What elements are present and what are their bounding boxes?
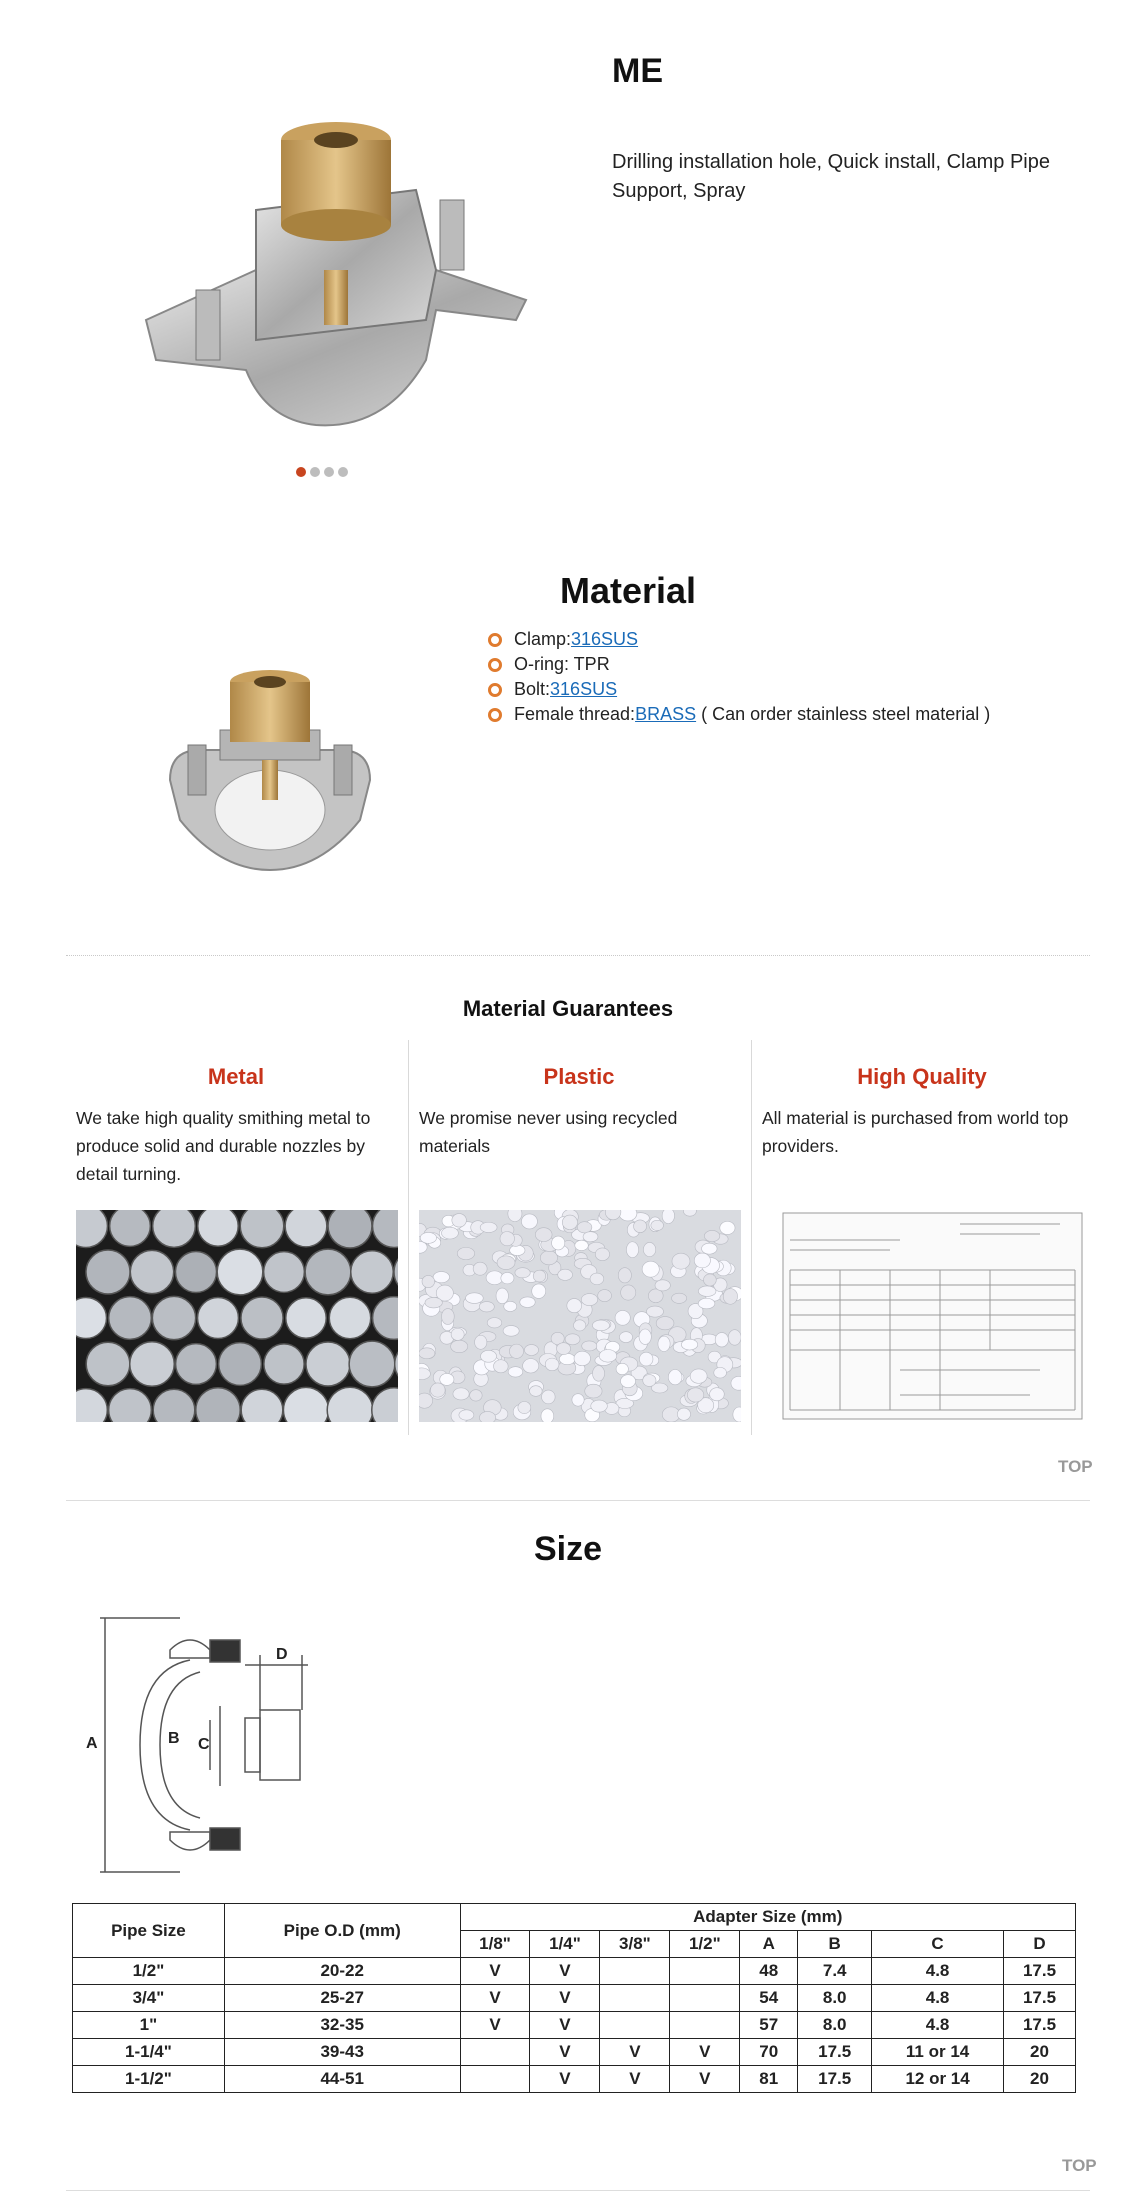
subheader-cell: 1/8": [460, 1931, 530, 1958]
bullet-icon: [488, 658, 502, 672]
table-cell: V: [600, 2039, 670, 2066]
material-item-label: Female thread:: [514, 704, 636, 724]
material-item-note: ( Can order stainless steel material ): [696, 704, 991, 724]
section-divider: [66, 955, 1090, 956]
back-to-top-link[interactable]: TOP: [1058, 1457, 1093, 1476]
diagram-label-a: A: [86, 1735, 98, 1752]
header-pipe-od: Pipe O.D (mm): [224, 1904, 460, 1958]
table-cell: V: [530, 2012, 600, 2039]
guarantee-heading: High Quality: [857, 1064, 987, 1089]
table-cell: 1-1/4": [73, 2039, 225, 2066]
table-cell: V: [460, 1985, 530, 2012]
material-list: [488, 627, 990, 727]
carousel-dot-2[interactable]: [310, 467, 320, 477]
table-cell: 70: [740, 2039, 798, 2066]
material-title: Material: [560, 570, 697, 611]
table-cell: 20-22: [224, 1958, 460, 1985]
material-link-316sus[interactable]: 316SUS: [571, 629, 639, 649]
carousel-dot-4[interactable]: [338, 467, 348, 477]
table-cell: [460, 2066, 530, 2093]
dimension-diagram: [80, 1610, 330, 1880]
product-hero-image: [136, 120, 536, 460]
table-cell: V: [530, 2039, 600, 2066]
table-cell: 32-35: [224, 2012, 460, 2039]
product-title: ME: [612, 52, 663, 90]
table-cell: 8.0: [798, 2012, 872, 2039]
table-cell: V: [530, 1985, 600, 2012]
table-cell: 39-43: [224, 2039, 460, 2066]
table-cell: 17.5: [1003, 1958, 1075, 1985]
table-cell: 7.4: [798, 1958, 872, 1985]
table-cell: 1-1/2": [73, 2066, 225, 2093]
plastic-pellets-photo: [419, 1210, 741, 1422]
table-cell: 81: [740, 2066, 798, 2093]
table-cell: V: [670, 2066, 740, 2093]
table-cell: V: [530, 2066, 600, 2093]
material-link-brass[interactable]: BRASS: [635, 704, 697, 724]
bullet-icon: [488, 633, 502, 647]
material-item-label: Bolt:: [514, 679, 551, 699]
diagram-label-d: D: [276, 1646, 288, 1663]
material-product-image: [160, 670, 380, 880]
table-cell: 4.8: [872, 1958, 1004, 1985]
quality-certificate-photo: [780, 1210, 1085, 1422]
guarantee-text: We promise never using recycled materials: [419, 1108, 678, 1156]
table-cell: [600, 2012, 670, 2039]
table-cell: 17.5: [798, 2066, 872, 2093]
table-cell: 54: [740, 1985, 798, 2012]
diagram-label-b: B: [168, 1730, 180, 1747]
table-cell: 25-27: [224, 1985, 460, 2012]
table-cell: V: [530, 1958, 600, 1985]
table-cell: 17.5: [1003, 1985, 1075, 2012]
table-cell: V: [460, 1958, 530, 1985]
material-item-label: O-ring: TPR: [514, 654, 610, 674]
table-cell: [670, 2012, 740, 2039]
table-cell: 20: [1003, 2066, 1075, 2093]
table-cell: [460, 2039, 530, 2066]
table-cell: 12 or 14: [872, 2066, 1004, 2093]
table-cell: 57: [740, 2012, 798, 2039]
table-cell: 1": [73, 2012, 225, 2039]
table-cell: [670, 1958, 740, 1985]
table-cell: 4.8: [872, 1985, 1004, 2012]
subheader-cell: 1/4": [530, 1931, 600, 1958]
table-cell: 44-51: [224, 2066, 460, 2093]
size-title: Size: [533, 1530, 603, 1568]
material-item-female-thread: [488, 702, 990, 727]
section-divider: [66, 2190, 1090, 2191]
back-to-top-link[interactable]: TOP: [1062, 2156, 1097, 2175]
subheader-cell: C: [872, 1931, 1004, 1958]
guarantee-text: All material is purchased from world top providers.: [762, 1108, 1069, 1156]
table-row: [73, 2066, 1076, 2093]
section-divider: [66, 1500, 1090, 1501]
table-row: [73, 2012, 1076, 2039]
table-cell: 20: [1003, 2039, 1075, 2066]
table-cell: [670, 1985, 740, 2012]
material-item-oring: [488, 652, 990, 677]
subheader-cell: A: [740, 1931, 798, 1958]
table-row: [73, 1985, 1076, 2012]
table-row: [73, 1958, 1076, 1985]
carousel-dot-3[interactable]: [324, 467, 334, 477]
subheader-cell: 3/8": [600, 1931, 670, 1958]
material-item-label: Clamp:: [514, 629, 572, 649]
table-cell: 48: [740, 1958, 798, 1985]
guarantees-title: Material Guarantees: [462, 996, 674, 1021]
metal-bars-photo: [76, 1210, 398, 1422]
table-cell: 17.5: [798, 2039, 872, 2066]
carousel-dots: [296, 467, 348, 477]
material-link-316sus[interactable]: 316SUS: [550, 679, 618, 699]
subheader-cell: D: [1003, 1931, 1075, 1958]
guarantee-heading: Metal: [207, 1064, 265, 1089]
table-cell: V: [460, 2012, 530, 2039]
table-cell: V: [600, 2066, 670, 2093]
table-cell: 1/2": [73, 1958, 225, 1985]
subheader-cell: B: [798, 1931, 872, 1958]
product-description: Drilling installation hole, Quick install, Clamp Pipe Support, Spray: [612, 151, 1050, 202]
bullet-icon: [488, 708, 502, 722]
material-item-clamp: [488, 627, 990, 652]
table-header-row: [73, 1904, 1076, 1931]
table-row: [73, 2039, 1076, 2066]
table-cell: 17.5: [1003, 2012, 1075, 2039]
bullet-icon: [488, 683, 502, 697]
table-cell: [600, 1985, 670, 2012]
guarantee-heading: Plastic: [543, 1064, 615, 1089]
size-table: [72, 1903, 1076, 2093]
carousel-dot-1[interactable]: [296, 467, 306, 477]
table-cell: 3/4": [73, 1985, 225, 2012]
table-cell: 8.0: [798, 1985, 872, 2012]
table-cell: 11 or 14: [872, 2039, 1004, 2066]
material-item-bolt: [488, 677, 990, 702]
table-cell: V: [670, 2039, 740, 2066]
header-pipe-size: Pipe Size: [73, 1904, 225, 1958]
subheader-cell: 1/2": [670, 1931, 740, 1958]
diagram-label-c: C: [198, 1736, 210, 1753]
table-cell: 4.8: [872, 2012, 1004, 2039]
table-cell: [600, 1958, 670, 1985]
header-adapter-size: Adapter Size (mm): [460, 1904, 1075, 1931]
guarantee-text: We take high quality smithing metal to produce solid and durable nozzles by detail turning.: [76, 1108, 371, 1184]
